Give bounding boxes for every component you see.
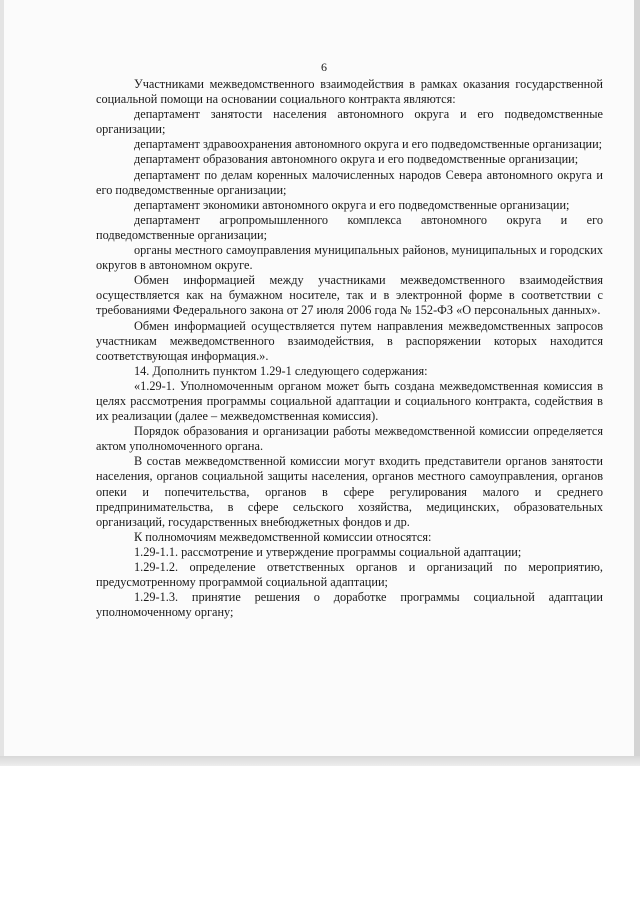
paragraph-commission-procedure: Порядок образования и организации работы межведомственной комиссии определяется актом уполномоченного органа.: [96, 424, 603, 454]
page-number: 6: [321, 60, 327, 74]
paragraph-health-department: департамент здравоохранения автономного округа и его подведомственные организации;: [134, 137, 603, 152]
paragraph-1-29-1-1: 1.29-1.1. рассмотрение и утверждение программы социальной адаптации;: [134, 544, 522, 559]
paragraph-local-government: органы местного самоуправления муниципальных районов, муниципальных и городских округов в автономном округе.: [96, 243, 603, 273]
paragraph-1-29-1: «1.29-1. Уполномоченным органом может быть создана межведомственная комиссия в целях рассмотрения программы социальной адаптации и социального контракта, содействия в их реализации (далее – межведомственная комиссия).: [96, 378, 603, 424]
paragraph-agro-department: департамент агропромышленного комплекса автономного округа и его подведомственные организации;: [96, 212, 603, 242]
paragraph-1-29-1-2: 1.29-1.2. определение ответственных органов и организаций по мероприятию, предусмотренному программой социальной адаптации;: [96, 560, 603, 590]
document-text: [96, 77, 603, 620]
scan-bottom-edge: [0, 756, 640, 766]
paragraph-information-exchange-form: Обмен информацией между участниками межведомственного взаимодействия осуществляется как на бумажном носителе, так и в электронной форме в соответствии с требованиями Федерального закона от 27 июля 2006 года № 152-ФЗ «О персональных данных».: [96, 273, 603, 318]
paragraph-economy-department: департамент экономики автономного округа и его подведомственные организации;: [134, 197, 570, 212]
paragraph-commission-powers: К полномочиям межведомственной комиссии относятся:: [134, 529, 432, 544]
paragraph-education-department: департамент образования автономного округа и его подведомственные организации;: [134, 152, 579, 167]
paragraph-item-14: 14. Дополнить пунктом 1.29-1 следующего содержания:: [134, 363, 428, 378]
paragraph-information-exchange-requests: Обмен информацией осуществляется путем направления межведомственных запросов участникам межведомственного взаимодействия, в распоряжении которых находится соответствующая информация.».: [96, 318, 603, 363]
paragraph-employment-department: департамент занятости населения автономного округа и его подведомственные организации;: [96, 107, 603, 137]
paragraph-participants-intro: Участниками межведомственного взаимодействия в рамках оказания государственной социальной помощи на основании социального контракта являются:: [96, 77, 603, 107]
paragraph-commission-composition: В состав межведомственной комиссии могут входить представители органов занятости населения, органов социальной защиты населения, органов местного самоуправления, органов опеки и попечительства, органов в сфере регулирования малого и среднего предпринимательства, в сфере сельского хозяйства, медицинских, образовательных организаций, государственных внебюджетных фондов и др.: [96, 454, 603, 529]
paragraph-indigenous-peoples-department: департамент по делам коренных малочисленных народов Севера автономного округа и его подведомственные организации;: [96, 167, 603, 197]
paragraph-1-29-1-3: 1.29-1.3. принятие решения о доработке программы социальной адаптации уполномоченному органу;: [96, 590, 603, 620]
